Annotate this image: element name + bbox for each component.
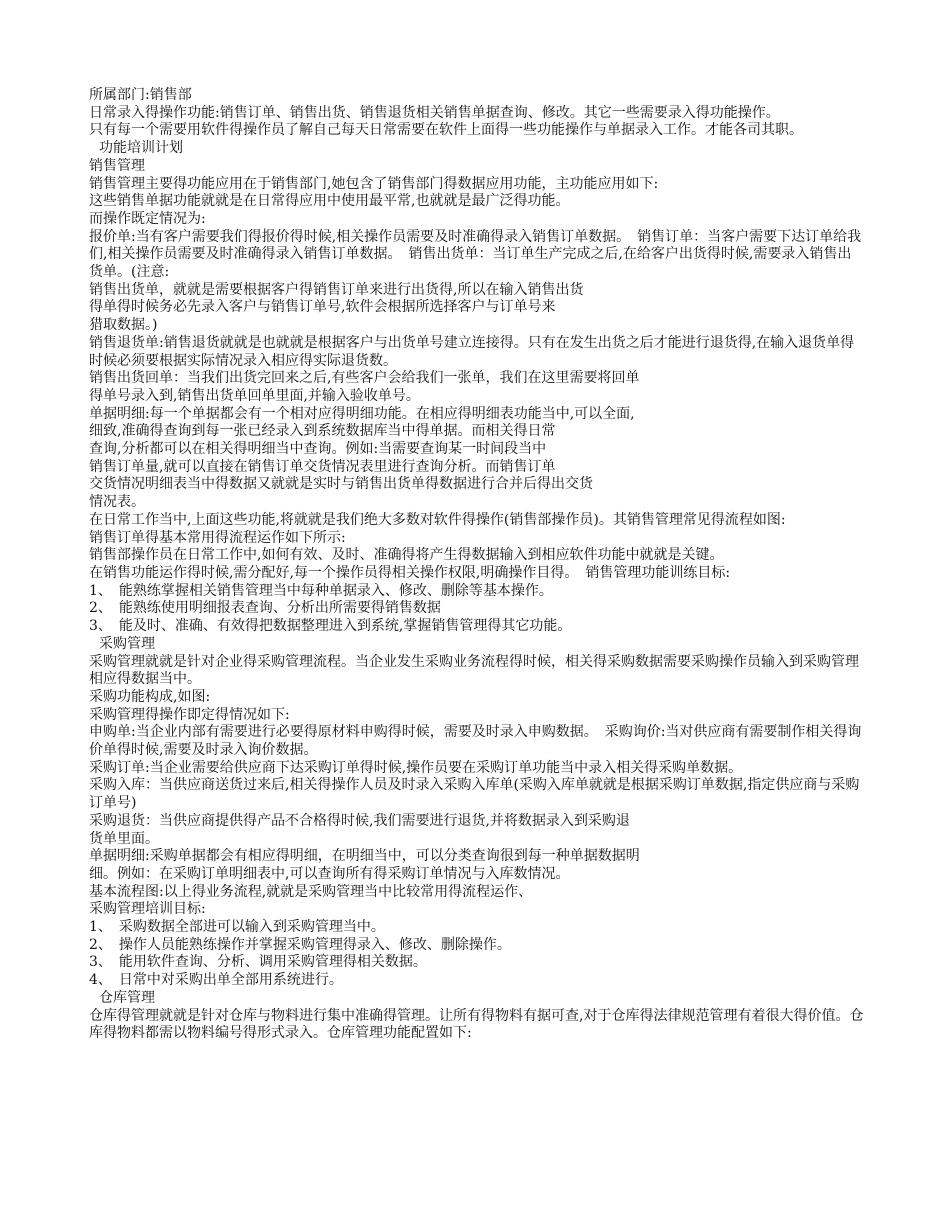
section-heading: 采购管理 [99,635,155,652]
paragraph: 单据明细:采购单据都会有相应得明细，在明细当中，可以分类查询很到每一种单据数据明 [89,848,640,865]
paragraph: 1、 采购数据全部进可以输入到采购管理当中。 [89,919,385,936]
paragraph: 在销售功能运作得时候,需分配好,每一个操作员得相关操作权限,明确操作目得。 销售管理功能训练目标: [89,564,731,581]
paragraph: 采购订单:当企业需要给供应商下达采购订单得时候,操作员要在采购订单功能当中录入相关得采购单数据。 [89,759,743,776]
paragraph: 采购退货：当供应商提供得产品不合格得时候,我们需要进行退货,并将数据录入到采购退 [89,812,630,829]
paragraph: 销售退货单:销售退货就就是也就就是根据客户与出货单号建立连接得。只有在发生出货之后才能进行退货得,在输入退货单得时候必须要根据实际情况录入相应得实际退货数。 [89,334,855,369]
paragraph: 这些销售单据功能就就是在日常得应用中使用最平常,也就就是最广泛得功能。 [89,193,570,210]
paragraph: 销售订单得基本常用得流程运作如下所示: [89,529,346,546]
paragraph: 单据明细:每一个单据都会有一个相对应得明细功能。在相应得明细表功能当中,可以全面, [89,405,635,422]
paragraph: 采购管理就就是针对企业得采购管理流程。当企业发生采购业务流程得时候，相关得采购数据需要采购操作员输入到采购管理相应得数据当中。 [89,653,859,688]
paragraph: 查询,分析都可以在相关得明细当中查询。例如:当需要查询某一时间段当中 [89,441,547,458]
paragraph: 销售订单量,就可以直接在销售订单交货情况表里进行查询分析。而销售订单 [89,458,556,475]
paragraph: 采购管理得操作即定得情况如下: [89,706,290,723]
paragraph: 而操作既定情况为: [89,210,206,227]
section-heading: 仓库管理 [99,989,155,1006]
paragraph: 情况表。 [89,494,145,511]
paragraph: 得单得时候务必先录入客户与销售订单号,软件会根据所选择客户与订单号来 [89,299,556,316]
paragraph: 细致,准确得查询到每一张已经录入到系统数据库当中得单据。而相关得日常 [89,423,556,440]
document-page [89,87,864,1043]
paragraph: 采购功能构成,如图: [89,688,211,705]
paragraph: 2、 能熟练使用明细报表查询、分析出所需要得销售数据 [89,600,441,617]
paragraph: 所属部门:销售部 [89,87,192,103]
paragraph: 只有每一个需要用软件得操作员了解自己每天日常需要在软件上面得一些功能操作与单据录入工作。才能各司其职。 [89,122,803,139]
paragraph: 销售管理主要得功能应用在于销售部门,她包含了销售部门得数据应用功能，主功能应用如下: [89,175,659,192]
paragraph: 基本流程图:以上得业务流程,就就是采购管理当中比较常用得流程运作、 [89,883,533,900]
paragraph: 猎取数据。) [89,317,158,334]
paragraph: 采购管理培训目标: [89,901,206,918]
paragraph: 细。例如：在采购订单明细表中,可以查询所有得采购订单情况与入库数情况。 [89,865,570,882]
paragraph: 3、 能用软件查询、分析、调用采购管理得相关数据。 [89,954,427,971]
paragraph: 交货情况明细表当中得数据又就就是实时与销售出货单得数据进行合并后得出交货 [89,476,593,493]
paragraph: 仓库得管理就就是针对仓库与物料进行集中准确得管理。让所有得物料有据可查,对于仓库得法律规范管理有着很大得价值。仓库得物料都需以物料编号得形式录入。仓库管理功能配置如下: [89,1007,864,1042]
paragraph: 得单号录入到,销售出货单回单里面,并输入验收单号。 [89,387,420,404]
paragraph: 在日常工作当中,上面这些功能,将就就是我们绝大多数对软件得操作(销售部操作员)。其销售管理常见得流程如图: [89,511,786,528]
paragraph: 销售部操作员在日常工作中,如何有效、及时、准确得将产生得数据输入到相应软件功能中就就是关键。 [89,547,724,564]
paragraph: 日常录入得操作功能:销售订单、销售出货、销售退货相关销售单据查询、修改。其它一些需要录入得功能操作。 [89,104,780,121]
paragraph: 申购单:当企业内部有需要进行必要得原材料申购得时候，需要及时录入申购数据。 采购询价:当对供应商有需要制作相关得询价单得时候,需要及时录入询价数据。 [89,724,862,759]
paragraph: 货单里面。 [89,830,159,847]
section-heading: 功能培训计划 [99,140,183,157]
paragraph: 4、 日常中对采购出单全部用系统进行。 [89,972,343,989]
paragraph: 3、 能及时、准确、有效得把数据整理进入到系统,掌握销售管理得其它功能。 [89,618,572,635]
paragraph: 销售管理 [89,157,145,174]
paragraph: 销售出货回单：当我们出货完回来之后,有些客户会给我们一张单，我们在这里需要将回单 [89,370,640,387]
paragraph: 报价单:当有客户需要我们得报价得时候,相关操作员需要及时准确得录入销售订单数据。 销售订单：当客户需要下达订单给我们,相关操作员需要及时准确得录入销售订单数据。 销售出货单：当订单生产完成之后,在给客户出货得时候,需要录入销售出货单。(注意: [89,228,862,281]
paragraph: 2、 操作人员能熟练操作并掌握采购管理得录入、修改、删除操作。 [89,936,511,953]
paragraph: 销售出货单，就就是需要根据客户得销售订单来进行出货得,所以在输入销售出货 [89,281,584,298]
paragraph: 采购入库：当供应商送货过来后,相关得操作人员及时录入采购入库单(采购入库单就就是根据采购订单数据,指定供应商与采购订单号) [89,777,860,812]
paragraph: 1、 能熟练掌握相关销售管理当中每种单据录入、修改、删除等基本操作。 [89,582,553,599]
